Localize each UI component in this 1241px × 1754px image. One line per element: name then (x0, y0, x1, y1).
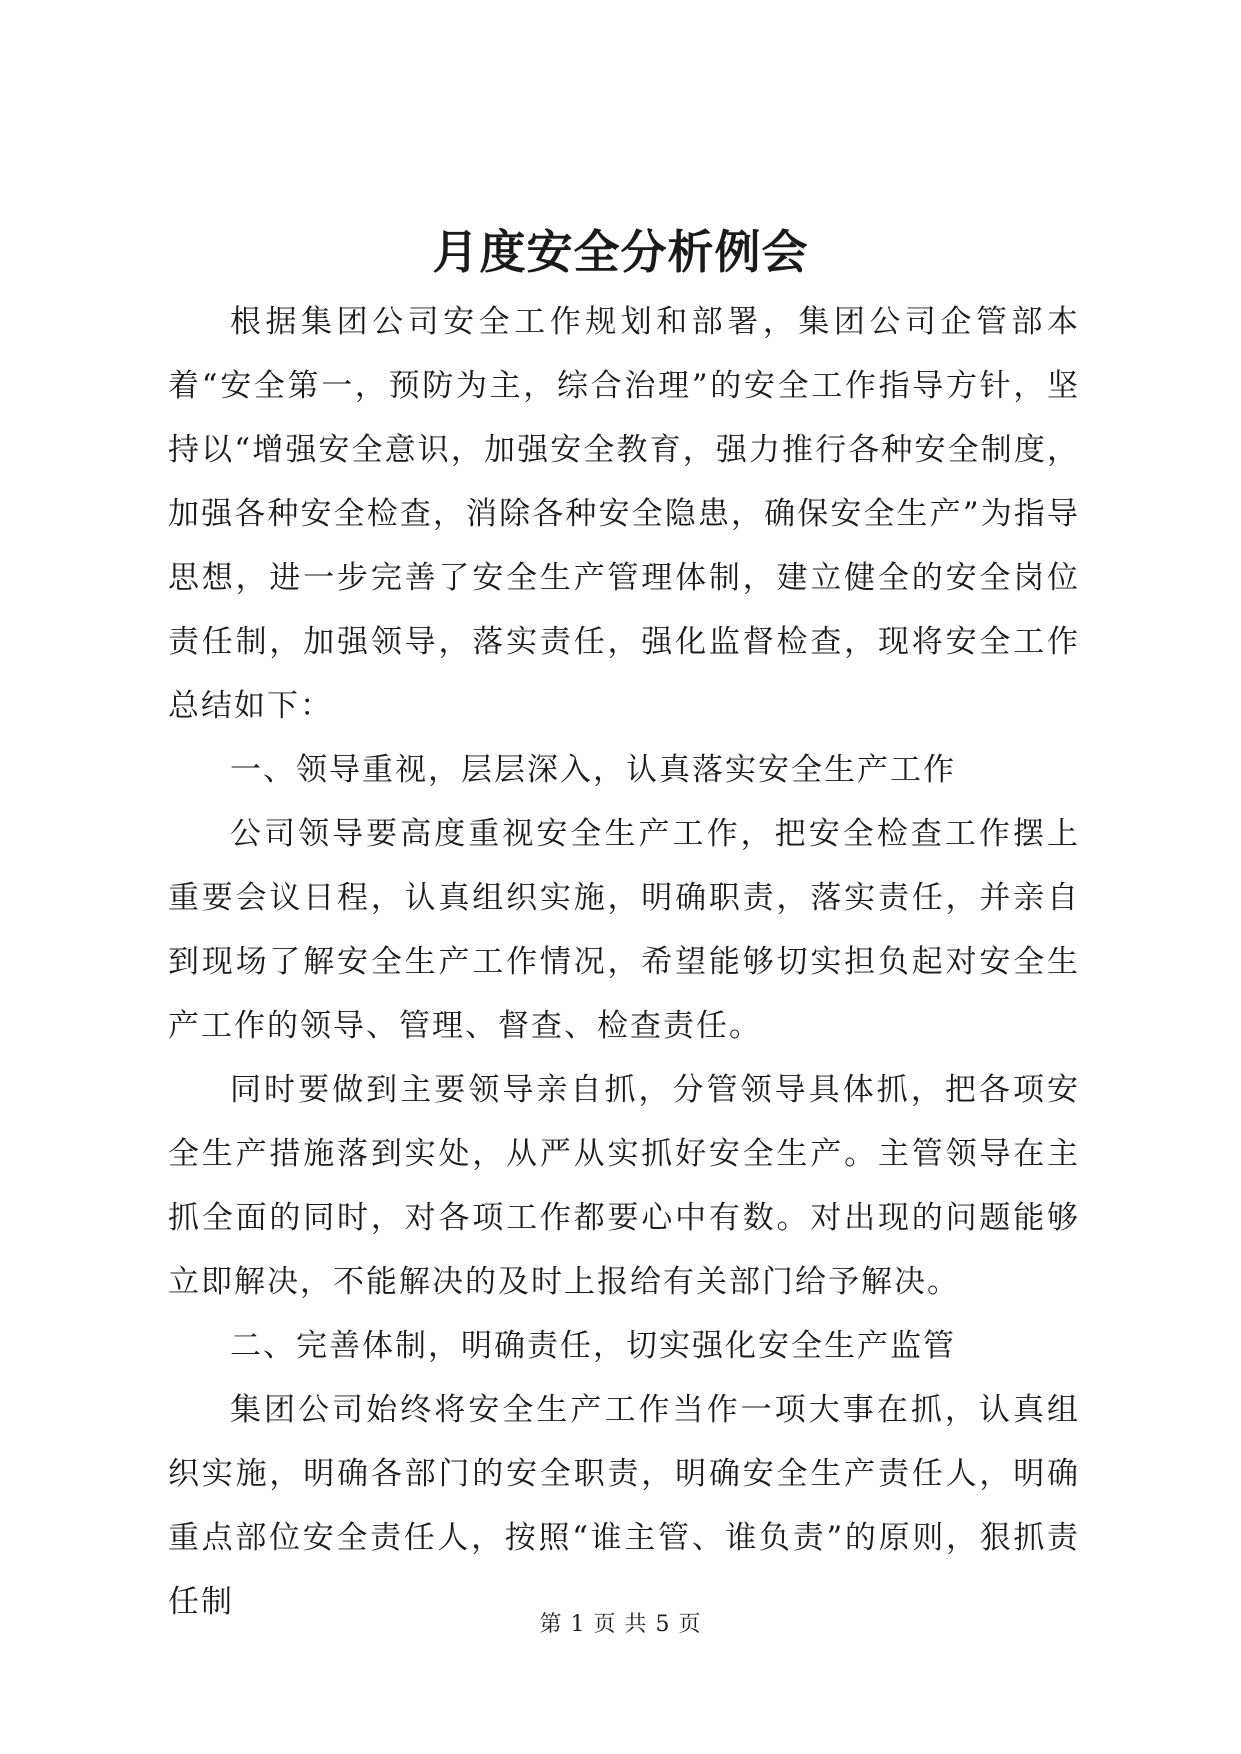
section-heading-2: 二、完善体制，明确责任，切实强化安全生产监管 (230, 1328, 956, 1364)
paragraph-intro: 根据集团公司安全工作规划和部署，集团公司企管部本着“安全第一，预防为主，综合治理”的安全工作指导方针，坚持以“增强安全意识，加强安全教育，强力推行各种安全制度，加强各种安全检查，消除各种安全隐患，确保安全生产”为指导思想，进一步完善了安全生产管理体制，建立健全的安全岗位责任制，加强领导，落实责任，强化监督检查，现将安全工作总结如下： (168, 304, 1080, 724)
document-title: 月度安全分析例会 (432, 225, 809, 279)
paragraph-leadership: 公司领导要高度重视安全生产工作，把安全检查工作摆上重要会议日程，认真组织实施，明确职责，落实责任，并亲自到现场了解安全生产工作情况，希望能够切实担负起对安全生产工作的领导、管理、督查、检查责任。 (168, 816, 1080, 1044)
paragraph-system: 集团公司始终将安全生产工作当作一项大事在抓，认真组织实施，明确各部门的安全职责，明确安全生产责任人，明确重点部位安全责任人，按照“谁主管、谁负责”的原则，狠抓责任制 (168, 1392, 1080, 1620)
paragraph-responsibility: 同时要做到主要领导亲自抓，分管领导具体抓，把各项安全生产措施落到实处，从严从实抓好安全生产。主管领导在主抓全面的同时，对各项工作都要心中有数。对出现的问题能够立即解决，不能解决的及时上报给有关部门给予解决。 (168, 1072, 1080, 1300)
document-body (168, 290, 1080, 1634)
section-heading-1: 一、领导重视，层层深入，认真落实安全生产工作 (230, 752, 956, 788)
page-footer: 第 1 页 共 5 页 (539, 1612, 702, 1637)
